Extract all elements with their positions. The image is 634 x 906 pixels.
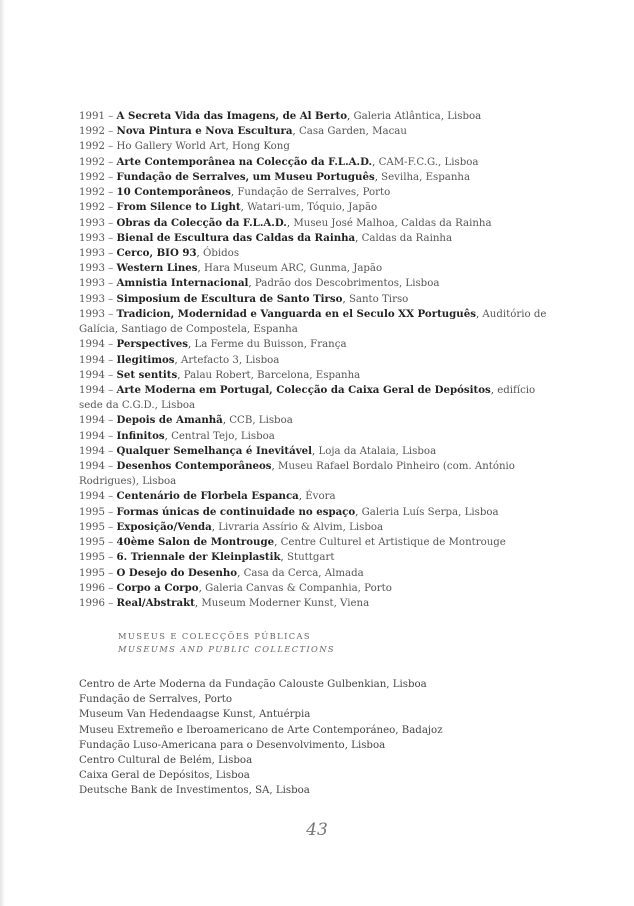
exhibition-venue: Casa da Cerca, Almada (243, 567, 364, 579)
comma-separator: , (311, 445, 319, 457)
comma-separator: , (298, 491, 306, 503)
dash-separator: – (104, 126, 117, 138)
exhibition-year: 1994 (79, 430, 105, 442)
dash-separator: – (104, 521, 117, 533)
dash-separator: – (104, 171, 117, 183)
collection-item: Museu Extremeño e Iberoamericano de Arte Contemporáneo, Badajoz (79, 724, 443, 736)
exhibition-year: 1996 (79, 582, 105, 594)
exhibition-entry (79, 566, 559, 581)
exhibition-year: 1991 (79, 111, 105, 122)
exhibition-year: 1995 (79, 537, 105, 549)
comma-separator: , (271, 461, 279, 473)
exhibition-year: 1994 (79, 369, 105, 381)
exhibition-venue: Évora (305, 491, 336, 503)
exhibition-venue: Casa Garden, Macau (299, 126, 407, 138)
exhibition-venue: Museum Moderner Kunst, Viena (201, 598, 370, 609)
exhibition-entry (79, 353, 559, 368)
exhibition-year: 1995 (79, 521, 105, 533)
exhibition-venue: Artefacto 3, Lisboa (181, 354, 280, 366)
exhibition-entry (79, 170, 559, 185)
comma-separator: , (347, 111, 354, 122)
exhibition-title: Nova Pintura e Nova Escultura (116, 125, 293, 138)
exhibition-venue: Livraria Assírio & Alvim, Lisboa (218, 521, 384, 533)
exhibition-entry (79, 307, 559, 337)
exhibition-entry (79, 429, 559, 444)
exhibition-entry (79, 535, 559, 550)
exhibition-title: Depois de Amanhã (116, 414, 223, 427)
exhibition-venue: Padrão dos Descobrimentos, Lisboa (254, 278, 440, 290)
exhibition-entry (79, 292, 559, 307)
exhibition-venue: Santo Tirso (348, 293, 409, 305)
exhibition-venue: Museu José Malhoa, Caldas da Rainha (293, 217, 492, 229)
exhibition-title: Real/Abstrakt (116, 597, 195, 609)
comma-separator: , (194, 598, 202, 609)
collection-item: Centro de Arte Moderna da Fundação Calouste Gulbenkian, Lisboa (79, 679, 427, 690)
dash-separator: – (104, 567, 117, 579)
comma-separator: , (355, 232, 362, 244)
dash-separator: – (104, 111, 117, 122)
dash-separator: – (104, 354, 117, 366)
exhibition-venue: Centre Culturel et Artistique de Montrouge (280, 537, 506, 549)
exhibition-title: Cerco, BIO 93 (116, 246, 197, 259)
collections-heading (118, 630, 335, 656)
comma-separator: , (240, 202, 248, 214)
exhibition-entry (79, 155, 559, 170)
exhibition-year: 1994 (79, 339, 105, 351)
exhibition-title: Tradicion, Modernidad e Vanguarda en el Seculo XX Português (116, 307, 476, 320)
exhibition-year: 1994 (79, 384, 105, 396)
page-number: 43 (306, 820, 328, 840)
comma-separator: , (198, 582, 206, 594)
exhibition-venue: Galeria Atlântica, Lisboa (353, 111, 482, 122)
exhibition-venue: La Ferme du Buisson, França (194, 339, 347, 351)
dash-separator: – (104, 430, 117, 442)
exhibition-entry (79, 413, 559, 428)
collection-item: Fundação Luso-Americana para o Desenvolvimento, Lisboa (79, 739, 386, 751)
exhibition-entry (79, 124, 559, 139)
exhibition-venue: CCB, Lisboa (229, 415, 293, 427)
comma-separator: , (177, 369, 184, 381)
exhibition-year: 1993 (79, 293, 105, 305)
dash-separator: – (104, 187, 117, 199)
dash-separator: – (104, 491, 117, 503)
dash-separator: – (104, 339, 117, 351)
collection-item: Museum Van Hedendaagse Kunst, Antuérpia (79, 709, 311, 721)
exhibition-venue: Loja da Atalaia, Lisboa (318, 445, 437, 457)
collections-heading-pt: MUSEUS E COLECÇÕES PÚBLICAS (118, 631, 311, 641)
exhibition-title: Infinitos (116, 429, 165, 442)
exhibition-entry (79, 581, 559, 596)
exhibition-year: 1992 (79, 156, 105, 168)
comma-separator: , (274, 537, 281, 549)
exhibition-year: 1993 (79, 232, 105, 244)
exhibition-title: Obras da Colecção da F.L.A.D. (116, 216, 287, 229)
comma-separator: , (188, 339, 195, 351)
exhibition-title: Set sentits (116, 368, 178, 381)
exhibition-year: 1992 (79, 187, 105, 199)
dash-separator: – (104, 582, 117, 594)
exhibition-entry (79, 550, 559, 565)
exhibition-title: Western Lines (116, 262, 198, 275)
dash-separator: – (104, 415, 117, 427)
exhibition-entry (79, 109, 559, 124)
exhibition-year: 1992 (79, 202, 105, 214)
exhibition-venue: Watari-um, Tóquio, Japão (247, 202, 378, 214)
dash-separator: – (104, 552, 117, 564)
comma-separator: , (475, 308, 483, 320)
exhibition-venue: edifício sede da C.G.D., Lisboa (79, 384, 536, 412)
exhibition-title: Ilegitimos (116, 353, 175, 366)
exhibition-venue: Auditório de Galícia, Santiago de Compostela, Espanha (79, 308, 547, 336)
exhibition-title: Desenhos Contemporâneos (116, 460, 272, 473)
exhibition-title: O Desejo do Desenho (116, 566, 238, 579)
exhibition-title: Arte Contemporânea na Colecção da F.L.A.D. (116, 155, 373, 168)
exhibition-entry (79, 459, 559, 489)
exhibition-year: 1993 (79, 247, 105, 259)
dash-separator: – (104, 293, 117, 305)
dash-separator: – (104, 598, 117, 609)
dash-separator: – (104, 461, 117, 473)
exhibition-entry (79, 261, 559, 276)
dash-separator: – (104, 537, 117, 549)
exhibition-title: Bienal de Escultura das Caldas da Rainha (116, 231, 356, 244)
exhibition-year: 1994 (79, 354, 105, 366)
exhibition-entry (79, 383, 559, 413)
collection-item: Deutsche Bank de Investimentos, SA, Lisboa (79, 785, 310, 797)
exhibition-venue: Fundação de Serralves, Porto (237, 187, 391, 199)
comma-separator: , (211, 521, 219, 533)
exhibition-year: 1992 (79, 126, 105, 138)
exhibition-entry (79, 505, 559, 520)
dash-separator: – (104, 369, 117, 381)
exhibition-entry (79, 337, 559, 352)
exhibition-entry (79, 216, 559, 231)
exhibition-title: Exposição/Venda (116, 520, 212, 533)
exhibition-year: 1995 (79, 506, 105, 518)
exhibition-year: 1992 (79, 141, 105, 153)
exhibition-year: 1994 (79, 415, 105, 427)
exhibition-entry (79, 185, 559, 200)
collections-heading-en: MUSEUMS AND PUBLIC COLLECTIONS (118, 644, 336, 654)
exhibition-title: Formas únicas de continuidade no espaço (116, 505, 356, 518)
dash-separator: – (104, 156, 117, 168)
comma-separator: , (174, 354, 181, 366)
comma-separator: , (342, 293, 349, 305)
exhibition-entry (79, 444, 559, 459)
exhibition-entry (79, 520, 559, 535)
exhibition-title: Amnistia Internacional (116, 277, 249, 290)
exhibition-venue: Galeria Luís Serpa, Lisboa (361, 506, 499, 518)
exhibition-year: 1993 (79, 278, 105, 290)
exhibition-year: 1996 (79, 598, 105, 609)
exhibition-year: 1995 (79, 567, 105, 579)
exhibition-venue: CAM-F.C.G., Lisboa (378, 156, 479, 168)
exhibition-venue: Museu Rafael Bordalo Pinheiro (com. António Rodrigues), Lisboa (79, 461, 515, 488)
dash-separator: – (104, 384, 117, 396)
exhibition-title: Simposium de Escultura de Santo Tirso (116, 292, 343, 305)
exhibition-year: 1995 (79, 552, 105, 564)
comma-separator: , (374, 171, 382, 183)
dash-separator: – (104, 202, 117, 214)
exhibition-venue: Hara Museum ARC, Gunma, Japão (204, 263, 383, 275)
exhibition-entry (79, 231, 559, 246)
collection-item: Centro Cultural de Belém, Lisboa (79, 755, 253, 767)
exhibition-title: Perspectives (116, 338, 189, 351)
comma-separator: , (164, 430, 172, 442)
comma-separator: , (196, 247, 204, 259)
dash-separator: – (104, 232, 117, 244)
exhibition-entry (79, 489, 559, 504)
exhibition-year: 1994 (79, 461, 105, 473)
exhibition-venue: Caldas da Rainha (361, 232, 453, 244)
page-edge-shadow (0, 0, 5, 906)
comma-separator: , (280, 552, 288, 564)
exhibition-year: 1993 (79, 263, 105, 275)
dash-separator: – (104, 445, 117, 457)
exhibition-title: Qualquer Semelhança é Inevitável (116, 444, 312, 457)
comma-separator: , (197, 263, 204, 275)
exhibition-year: 1993 (79, 308, 105, 320)
exhibition-entry (79, 139, 559, 154)
exhibition-venue: Stuttgart (287, 552, 335, 564)
exhibition-entry (79, 200, 559, 215)
exhibition-year: 1994 (79, 445, 105, 457)
comma-separator: , (230, 187, 238, 199)
exhibition-title: A Secreta Vida das Imagens, de Al Berto (116, 110, 348, 122)
dash-separator: – (104, 141, 117, 153)
exhibition-title: Fundação de Serralves, um Museu Português (116, 170, 375, 183)
exhibition-entry (79, 368, 559, 383)
comma-separator: , (222, 415, 230, 427)
collections-list (79, 677, 559, 799)
exhibition-title: Arte Moderna em Portugal, Colecção da Caixa Geral de Depósitos (116, 383, 491, 396)
exhibition-title: 40ème Salon de Montrouge (116, 536, 275, 549)
comma-separator: , (292, 126, 300, 138)
exhibition-title: From Silence to Light (116, 201, 241, 214)
exhibition-year: 1992 (79, 171, 105, 183)
exhibition-year: 1993 (79, 217, 105, 229)
dash-separator: – (104, 263, 117, 275)
exhibition-venue: Central Tejo, Lisboa (171, 430, 275, 442)
collection-item: Caixa Geral de Depósitos, Lisboa (79, 770, 250, 782)
exhibition-entry (79, 596, 559, 611)
exhibition-venue: Óbidos (203, 247, 240, 259)
comma-separator: , (490, 384, 498, 396)
exhibition-entry (79, 246, 559, 261)
comma-separator: , (372, 156, 379, 168)
comma-separator: , (237, 567, 244, 579)
comma-separator: , (355, 506, 362, 518)
dash-separator: – (104, 506, 117, 518)
comma-separator: , (286, 217, 294, 229)
exhibition-entry (79, 276, 559, 291)
exhibition-title: 10 Contemporâneos (116, 186, 231, 199)
exhibition-title: Corpo a Corpo (116, 581, 199, 594)
exhibition-venue: Palau Robert, Barcelona, Espanha (183, 369, 361, 381)
exhibition-list (79, 109, 559, 611)
dash-separator: – (104, 278, 117, 290)
exhibition-venue: Galeria Canvas & Companhia, Porto (205, 582, 392, 594)
exhibition-year: 1994 (79, 491, 105, 503)
dash-separator: – (104, 247, 117, 259)
dash-separator: – (104, 308, 117, 320)
exhibition-venue: Sevilha, Espanha (381, 171, 471, 183)
exhibition-title: 6. Triennale der Kleinplastik (116, 551, 281, 564)
exhibition-venue: Ho Gallery World Art, Hong Kong (116, 141, 290, 153)
collection-item: Fundação de Serralves, Porto (79, 694, 232, 706)
exhibition-title: Centenário de Florbela Espanca (116, 490, 299, 503)
comma-separator: , (248, 278, 255, 290)
dash-separator: – (104, 217, 117, 229)
